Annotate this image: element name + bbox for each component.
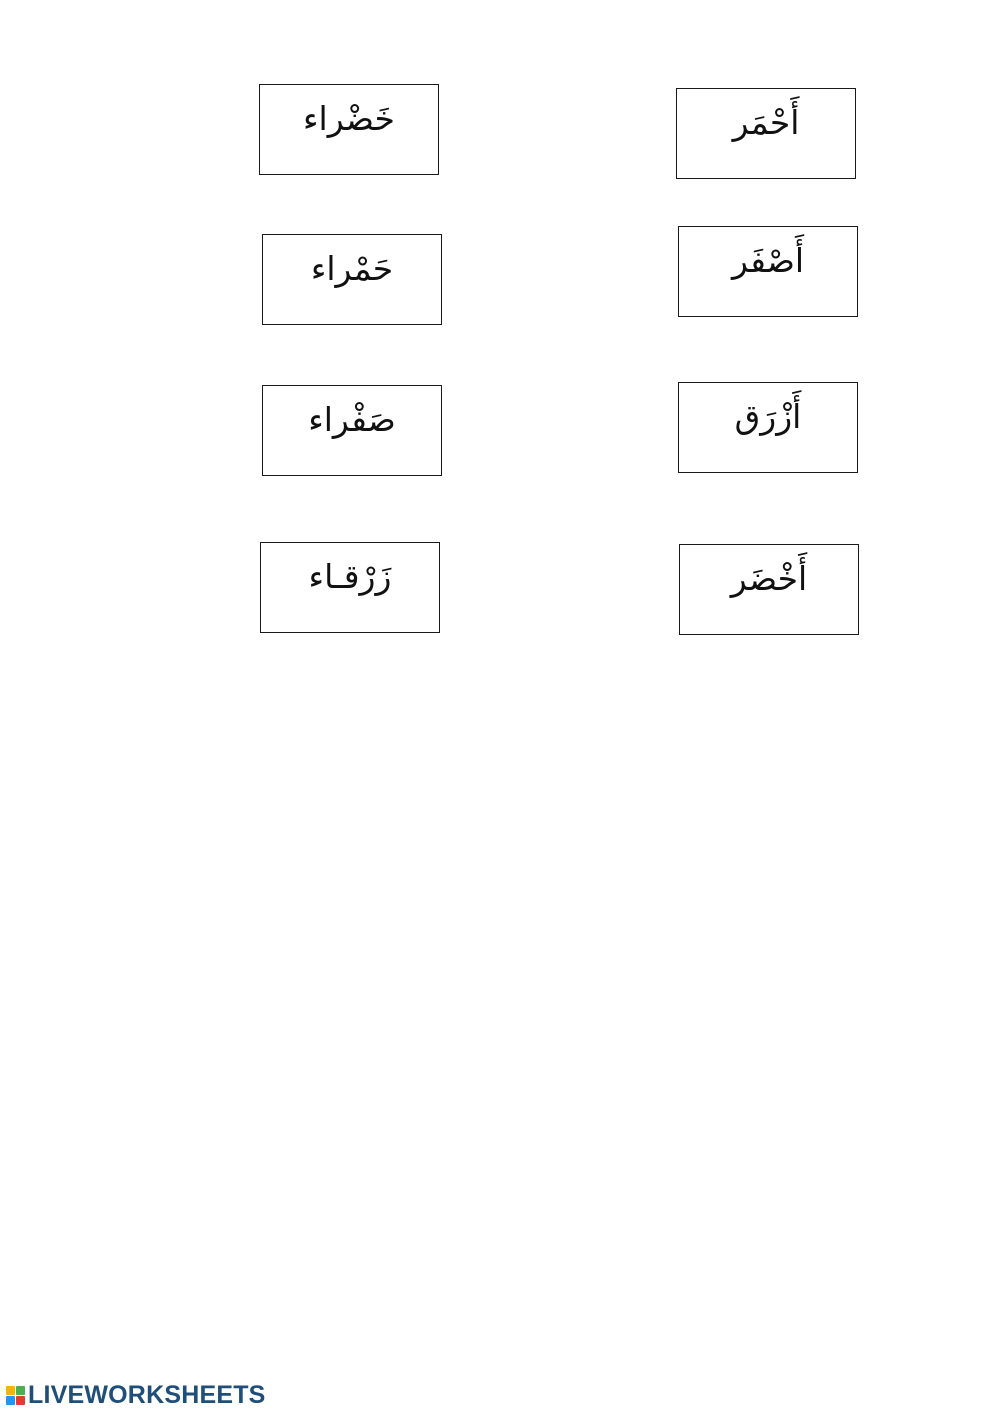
- word-card-azraq[interactable]: [678, 382, 858, 473]
- word-label: صَفْراء: [308, 400, 396, 439]
- word-card-ahmar[interactable]: [676, 88, 856, 179]
- word-card-safra[interactable]: [262, 385, 442, 476]
- liveworksheets-blocks-icon: [6, 1386, 25, 1405]
- word-label: أَحْمَر: [732, 103, 800, 142]
- logo-text: LIVEWORKSHEETS: [28, 1380, 266, 1409]
- word-card-khadra[interactable]: [259, 84, 439, 175]
- word-label: أَخْضَر: [730, 559, 808, 598]
- liveworksheets-logo[interactable]: [6, 1380, 266, 1410]
- word-label: زَرْقـاء: [308, 557, 392, 596]
- word-label: خَضْراء: [303, 99, 395, 138]
- word-label: أَزْرَق: [734, 397, 802, 436]
- word-card-asfar[interactable]: [678, 226, 858, 317]
- logo-block: [16, 1396, 25, 1405]
- word-card-zarqa[interactable]: [260, 542, 440, 633]
- logo-block: [6, 1386, 15, 1395]
- word-card-akhdar[interactable]: [679, 544, 859, 635]
- word-card-hamra[interactable]: [262, 234, 442, 325]
- logo-block: [6, 1396, 15, 1405]
- word-label: حَمْراء: [310, 249, 394, 288]
- logo-block: [16, 1386, 25, 1395]
- word-label: أَصْفَر: [731, 241, 805, 280]
